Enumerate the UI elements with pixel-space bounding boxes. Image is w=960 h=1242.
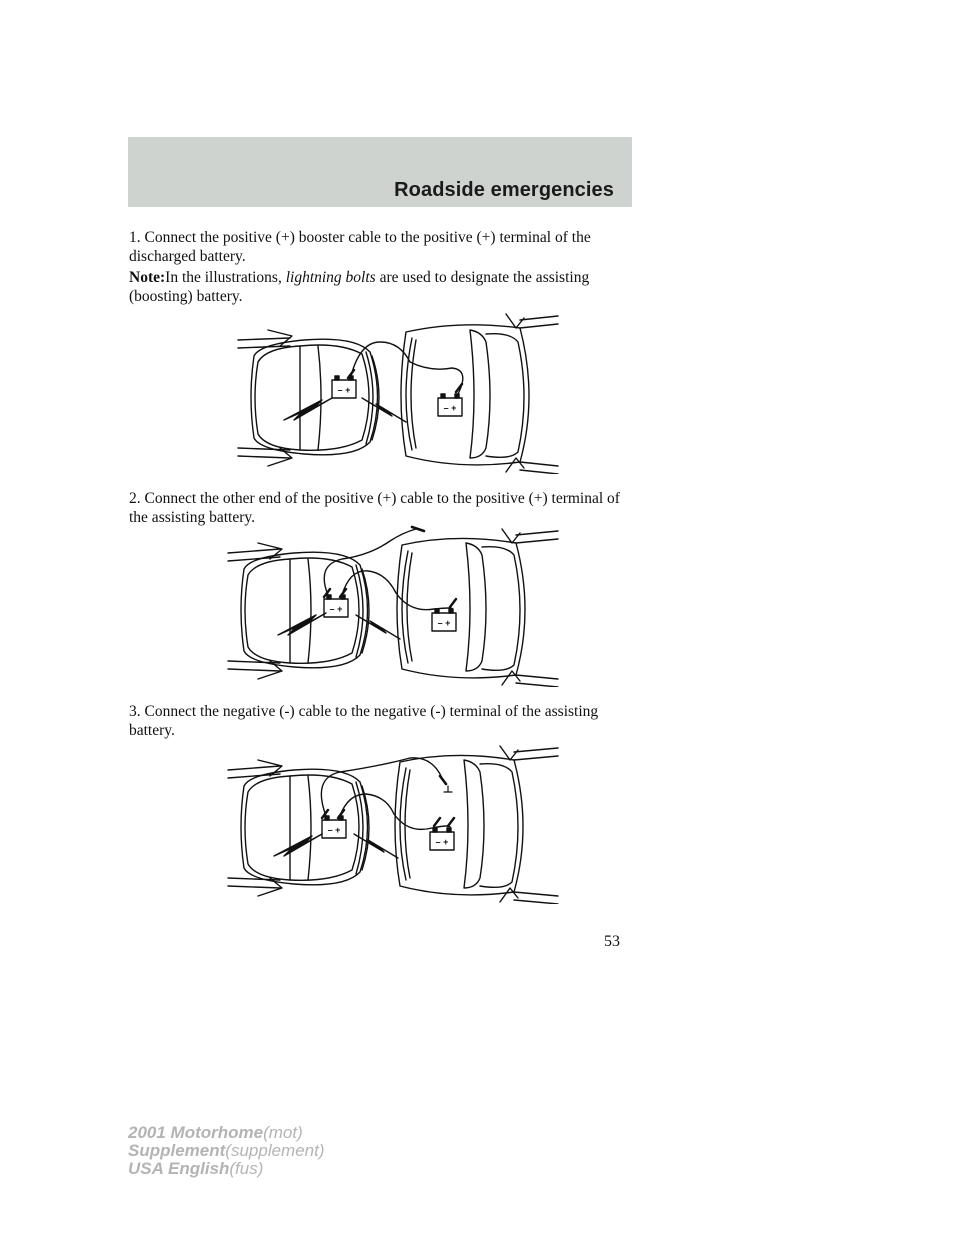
lightning-bolt-icon (284, 398, 332, 420)
battery-terminal-label: – + (329, 604, 343, 614)
figure-step-2 (220, 525, 560, 687)
battery-terminal-label: – + (443, 403, 457, 413)
discharged-vehicle-illustration (228, 760, 369, 896)
negative-cable (321, 758, 442, 816)
note-label: Note: (129, 269, 166, 286)
lightning-bolt-icon (274, 834, 322, 856)
step-3-text: 3. Connect the negative (-) cable to the negative (-) terminal of the assisting battery. (129, 703, 599, 739)
section-header (128, 137, 632, 207)
note-emphasis: lightning bolts (285, 269, 376, 286)
footer-line-3: USA English(fus) (128, 1159, 264, 1178)
page-number: 53 (604, 933, 620, 950)
discharged-vehicle-illustration (238, 330, 379, 466)
section-title: Roadside emergencies (394, 179, 614, 201)
step-2-text: 2. Connect the other end of the positive (+) cable to the positive (+) terminal of the assisting battery. (129, 490, 620, 526)
note-text-after: are used to designate the assisting (boosting) battery. (129, 269, 590, 305)
assisting-vehicle-illustration (395, 746, 558, 904)
assisting-vehicle-illustration (397, 529, 558, 687)
step-1-text: 1. Connect the positive (+) booster cable to the positive (+) terminal of the discharged battery. (129, 229, 591, 265)
battery-terminal-label: – + (435, 837, 449, 847)
battery-terminal-label: – + (327, 825, 341, 835)
note-paragraph (129, 268, 639, 306)
note-text-before: In the illustrations, (165, 269, 286, 286)
lightning-bolt-icon (278, 613, 326, 635)
footer-line-1: 2001 Motorhome(mot) (128, 1123, 303, 1142)
footer-line-2: Supplement(supplement) (128, 1141, 325, 1160)
battery-terminal-label: – + (437, 618, 451, 628)
assisting-vehicle-illustration (401, 314, 558, 474)
figure-step-3 (220, 742, 560, 904)
figure-step-1 (220, 312, 560, 474)
footer-metadata (128, 1124, 325, 1178)
battery-terminal-label: – + (337, 385, 351, 395)
